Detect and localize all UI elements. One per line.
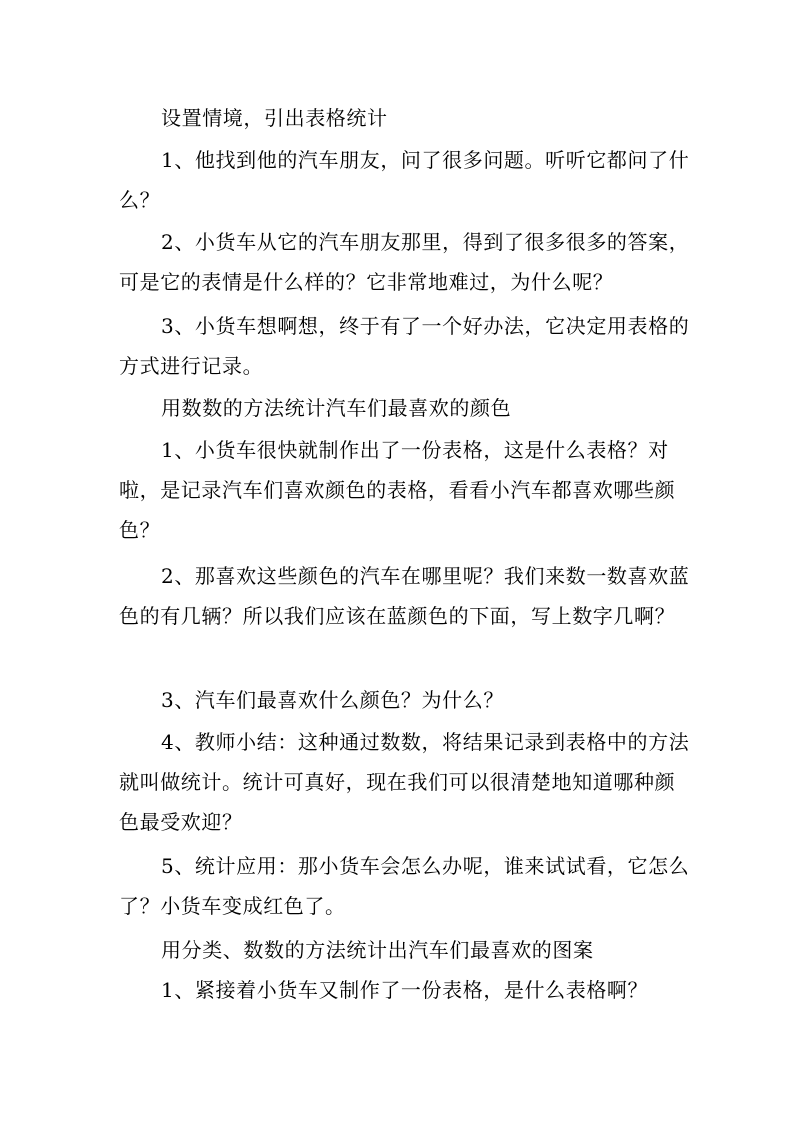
paragraph-3: 3、小货车想啊想，终于有了一个好办法，它决定用表格的方式进行记录。 bbox=[119, 314, 690, 378]
paragraph-8: 5、统计应用：那小货车会怎么办呢，谁来试试看，它怎么了？小货车变成红色了。 bbox=[119, 854, 690, 918]
paragraph-1: 1、他找到他的汽车朋友，问了很多问题。听听它都问了什么？ bbox=[119, 148, 690, 212]
paragraph-4: 1、小货车很快就制作出了一份表格，这是什么表格？对啦，是记录汽车们喜欢颜色的表格，看看小汽车都喜欢哪些颜色？ bbox=[119, 438, 676, 542]
heading-set-scenario: 设置情境，引出表格统计 bbox=[161, 106, 388, 130]
paragraph-2: 2、小货车从它的汽车朋友那里，得到了很多很多的答案，可是它的表情是什么样的？它非常地难过，为什么呢？ bbox=[119, 230, 690, 294]
heading-count-colors: 用数数的方法统计汽车们最喜欢的颜色 bbox=[161, 396, 512, 420]
paragraph-7: 4、教师小结：这种通过数数，将结果记录到表格中的方法就叫做统计。统计可真好，现在我们可以很清楚地知道哪种颜色最受欢迎？ bbox=[119, 730, 690, 834]
paragraph-5: 2、那喜欢这些颜色的汽车在哪里呢？我们来数一数喜欢蓝色的有几辆？所以我们应该在蓝颜色的下面，写上数字几啊？ bbox=[119, 564, 690, 628]
paragraph-6: 3、汽车们最喜欢什么颜色？为什么？ bbox=[161, 688, 504, 712]
paragraph-9: 1、紧接着小货车又制作了一份表格，是什么表格啊？ bbox=[161, 978, 649, 1002]
heading-classify-patterns: 用分类、数数的方法统计出汽车们最喜欢的图案 bbox=[161, 938, 594, 962]
